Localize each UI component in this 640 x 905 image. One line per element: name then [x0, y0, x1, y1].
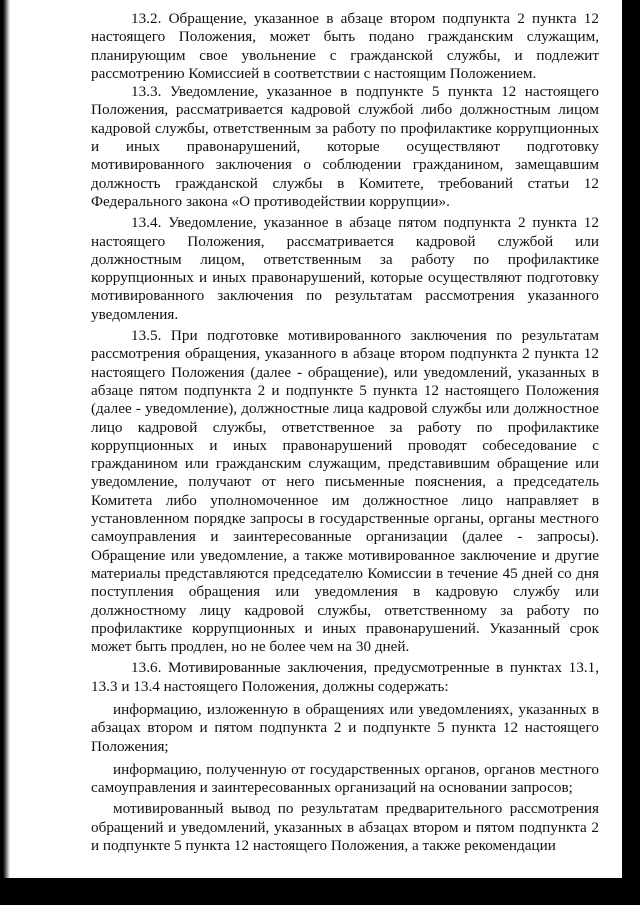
paragraph-13-6-item-a: информацию, изложенную в обращениях или уведомлениях, указанных в абзацах втором и пятом подпункта 2 и подпункте 5 пункта 12 настоящего Положения;: [91, 700, 599, 755]
paragraph-13-6: 13.6. Мотивированные заключения, предусмотренные в пунктах 13.1, 13.3 и 13.4 настоящего Положения, должны содержать:: [91, 659, 599, 695]
paragraph-13-3: 13.3. Уведомление, указанное в подпункте 5 пункта 12 настоящего Положения, рассматривается кадровой службой либо должностным лицом кадровой службы, ответственным за работу по профилактике коррупционных и иных правонарушений, которые осуществляют подготовку мотивированного заключения о соблюдении гражданином, замещавшим должность гражданской службы в Комитете, требований статьи 12 Федерального закона «О противодействии коррупции».: [91, 83, 599, 210]
paragraph-13-5: 13.5. При подготовке мотивированного заключения по результатам рассмотрения обращения, указанного в абзаце втором подпункта 2 пункта 12 настоящего Положения (далее - обращение), или уведомлений, указанных в абзаце пятом подпункта 2 и подпункте 5 пункта 12 настоящего Положения (далее - уведомление), должностные лица кадровой службы или должностное лицо кадровой службы, ответственное за работу по профилактике коррупционных и иных правонарушений проводят собеседование с гражданином или гражданским служащим, представившим обращение или уведомление, получают от него письменные пояснения, а председатель Комитета либо уполномоченное им должностное лицо направляет в установленном порядке запросы в государственные органы, органы местного самоуправления и заинтересованные организации (далее - запросы). Обращение или уведомление, а также мотивированное заключение и другие материалы представляются председателю Комиссии в течение 45 дней со дня поступления обращения или уведомления в кадровую службу или должностному лицу кадровой службы, ответственному за работу по профилактике коррупционных и иных правонарушений. Указанный срок может быть продлен, но не более чем на 30 дней.: [91, 327, 599, 656]
paragraph-13-6-item-c: мотивированный вывод по результатам предварительного рассмотрения обращений и уведомлений, указанных в абзацах втором и пятом подпункта 2 и подпункте 5 пункта 12 настоящего Положения, а также рекомендации: [91, 800, 599, 855]
paragraph-13-2: 13.2. Обращение, указанное в абзаце втором подпункта 2 пункта 12 настоящего Положения, может быть подано гражданским служащим, планирующим свое увольнение с гражданской службы, и подлежит рассмотрению Комиссией в соответствии с настоящим Положением.: [91, 10, 599, 82]
paragraph-13-4: 13.4. Уведомление, указанное в абзаце пятом подпункта 2 пункта 12 настоящего Положения, рассматривается кадровой службой или должностным лицом, ответственным за работу по профилактике коррупционных и иных правонарушений, которые осуществляют подготовку мотивированного заключения по результатам рассмотрения указанного уведомления.: [91, 214, 599, 323]
paragraph-13-6-item-b: информацию, полученную от государственных органов, органов местного самоуправления и заинтересованных организаций на основании запросов;: [91, 760, 599, 797]
document-body: [91, 10, 599, 855]
